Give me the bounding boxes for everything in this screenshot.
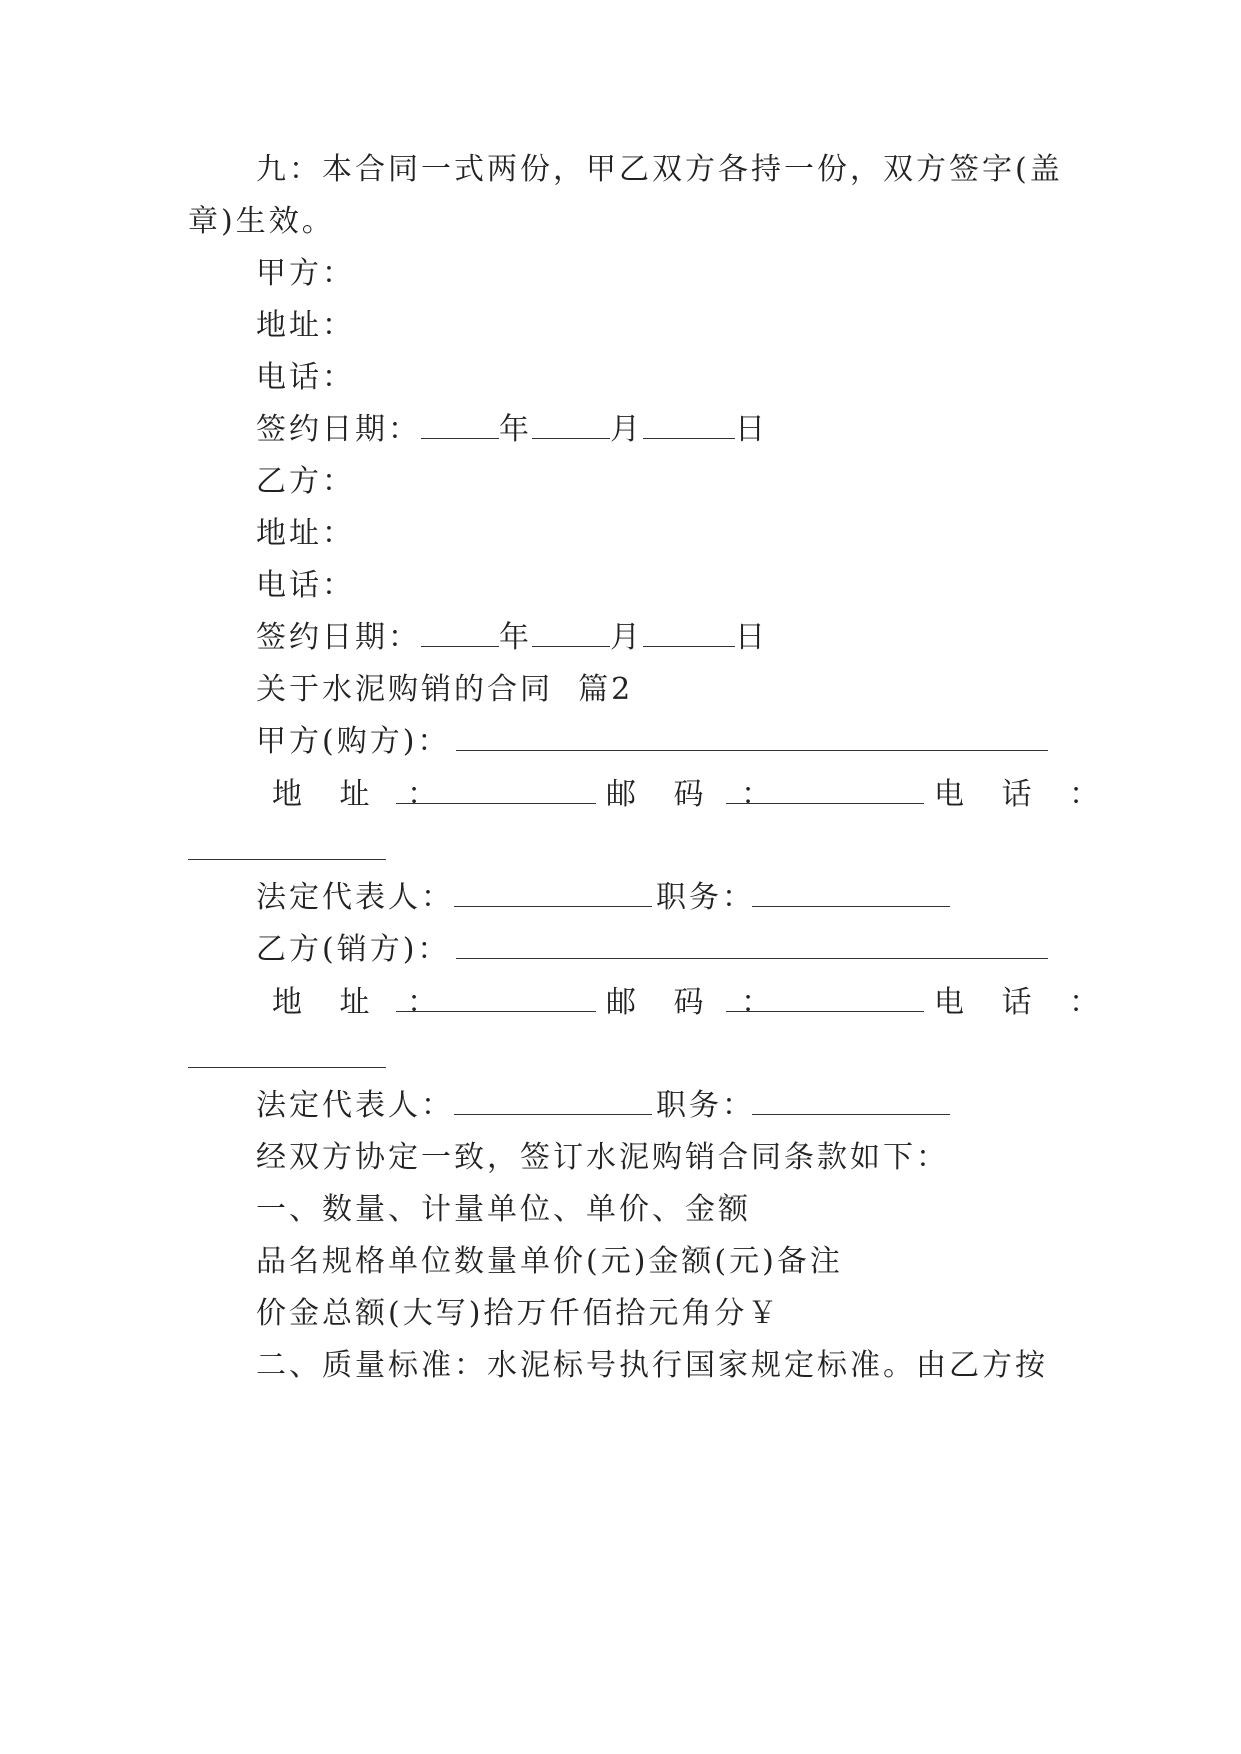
seller-address-label: 地 址 ：	[272, 985, 452, 1020]
sign-date-label: 签约日期：	[256, 412, 421, 447]
party-b-phone-label: 电话：	[256, 568, 355, 603]
seller-line	[0, 930, 1241, 970]
party-a-phone-label: 电话：	[256, 360, 355, 395]
party-b-address-label: 地址：	[256, 516, 355, 551]
seller-zip-label: 邮 码 ：	[606, 985, 786, 1020]
day-blank	[643, 620, 735, 647]
buyer-tel-label: 电 话 ：	[934, 777, 1114, 812]
month-label: 月	[610, 620, 643, 655]
buyer-address-label: 地 址 ：	[272, 777, 452, 812]
year-label: 年	[499, 620, 532, 655]
day-blank	[643, 412, 735, 439]
party-a-label: 甲方：	[256, 256, 355, 291]
buyer-tel-blank	[188, 859, 386, 860]
clause-nine-line2: 章)生效。	[188, 204, 335, 239]
seller-post-blank	[752, 1114, 950, 1115]
table-header-line: 品名规格单位数量单价(元)金额(元)备注	[256, 1244, 843, 1279]
buyer-rep-label: 法定代表人：	[256, 880, 454, 915]
item-one-heading: 一、数量、计量单位、单价、金额	[256, 1192, 751, 1227]
sign-date-label: 签约日期：	[256, 620, 421, 655]
buyer-post-blank	[752, 906, 950, 907]
buyer-label: 甲方(购方)：	[256, 724, 451, 759]
buyer-post-label: 职务：	[656, 880, 755, 915]
buyer-rep-line	[0, 878, 1241, 918]
clause-nine-line1: 九：本合同一式两份，甲乙双方各持一份，双方签字(盖	[256, 152, 1063, 187]
day-label: 日	[735, 412, 768, 447]
item-two-line: 二、质量标准：水泥标号执行国家规定标准。由乙方按	[256, 1348, 1048, 1383]
buyer-blank	[456, 750, 1048, 751]
seller-rep-label: 法定代表人：	[256, 1088, 454, 1123]
seller-tel-label: 电 话 ：	[934, 985, 1114, 1020]
seller-zip-blank	[726, 1011, 924, 1012]
seller-rep-line	[0, 1086, 1241, 1126]
day-label: 日	[735, 620, 768, 655]
month-blank	[532, 620, 610, 647]
seller-tel-blank	[188, 1067, 386, 1068]
seller-blank	[456, 958, 1048, 959]
buyer-address-blank	[396, 803, 596, 804]
buyer-line	[0, 722, 1241, 762]
year-blank	[421, 620, 499, 647]
month-blank	[532, 412, 610, 439]
party-b-label: 乙方：	[256, 464, 355, 499]
month-label: 月	[610, 412, 643, 447]
seller-label: 乙方(销方)：	[256, 932, 451, 967]
section-two-title: 关于水泥购销的合同 篇2	[256, 672, 634, 707]
buyer-zip-blank	[726, 803, 924, 804]
year-label: 年	[499, 412, 532, 447]
party-a-address-label: 地址：	[256, 308, 355, 343]
total-amount-line: 价金总额(大写)拾万仟佰拾元角分￥	[256, 1296, 781, 1331]
year-blank	[421, 412, 499, 439]
party-b-sign-date	[0, 618, 1241, 658]
agreement-line: 经双方协定一致，签订水泥购销合同条款如下：	[256, 1140, 949, 1175]
buyer-zip-label: 邮 码 ：	[606, 777, 786, 812]
seller-address-blank	[396, 1011, 596, 1012]
buyer-rep-blank	[454, 906, 652, 907]
seller-post-label: 职务：	[656, 1088, 755, 1123]
seller-rep-blank	[454, 1114, 652, 1115]
party-a-sign-date	[0, 410, 1241, 450]
